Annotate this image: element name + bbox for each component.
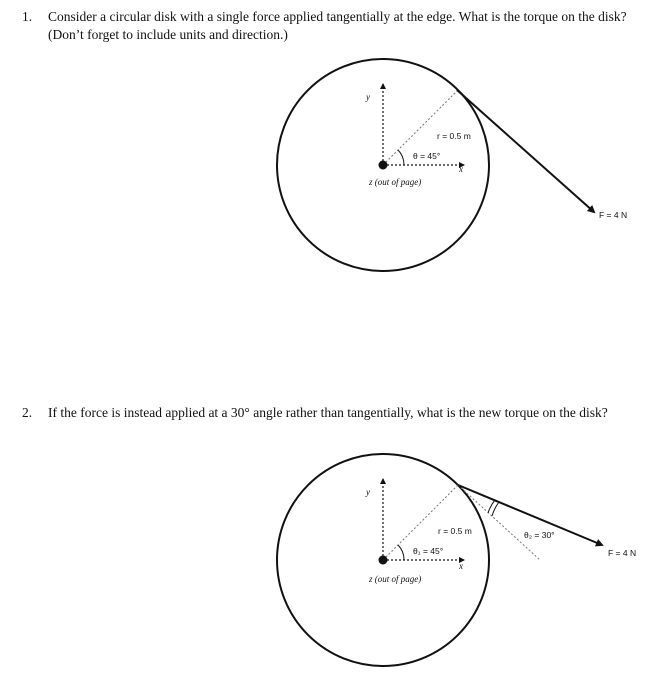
question-1-text: Consider a circular disk with a single force applied tangentially at the edge. What is the torque on the disk? (Don’t forget to include units and direction.) bbox=[48, 9, 627, 42]
diagram-2 bbox=[277, 454, 636, 666]
radius-label-2: r = 0.5 m bbox=[438, 526, 472, 536]
diagram-1 bbox=[277, 59, 627, 271]
origin-dot-1 bbox=[379, 161, 388, 170]
origin-dot-2 bbox=[379, 556, 388, 565]
tangent-reference-2 bbox=[458, 485, 540, 560]
angle-arc-1 bbox=[398, 150, 404, 165]
question-2-number: 2. bbox=[22, 405, 33, 420]
angle-arc-2c bbox=[492, 502, 499, 516]
force-arrow-1 bbox=[457, 90, 594, 212]
angle2-label-2: θ₂ = 30° bbox=[524, 530, 555, 540]
y-axis-label-1: y bbox=[366, 92, 370, 102]
force-label-1: F = 4 N bbox=[599, 210, 628, 220]
z-axis-label-2: z (out of page) bbox=[369, 574, 422, 584]
z-axis-label-1: z (out of page) bbox=[369, 177, 422, 187]
radius-label-1: r = 0.5 m bbox=[437, 131, 471, 141]
angle-arc-2a bbox=[398, 545, 404, 560]
question-1-number: 1. bbox=[22, 9, 33, 24]
x-axis-label-2: x bbox=[459, 561, 463, 571]
question-2-text: If the force is instead applied at a 30° angle rather than tangentially, what is the new torque on the disk? bbox=[48, 405, 608, 420]
x-axis-label-1: x bbox=[459, 164, 463, 174]
y-axis-label-2: y bbox=[366, 487, 370, 497]
force-label-2: F = 4 N bbox=[608, 548, 637, 558]
angle1-label-2: θ₁ = 45° bbox=[413, 546, 444, 556]
angle-label-1: θ = 45° bbox=[413, 151, 441, 161]
